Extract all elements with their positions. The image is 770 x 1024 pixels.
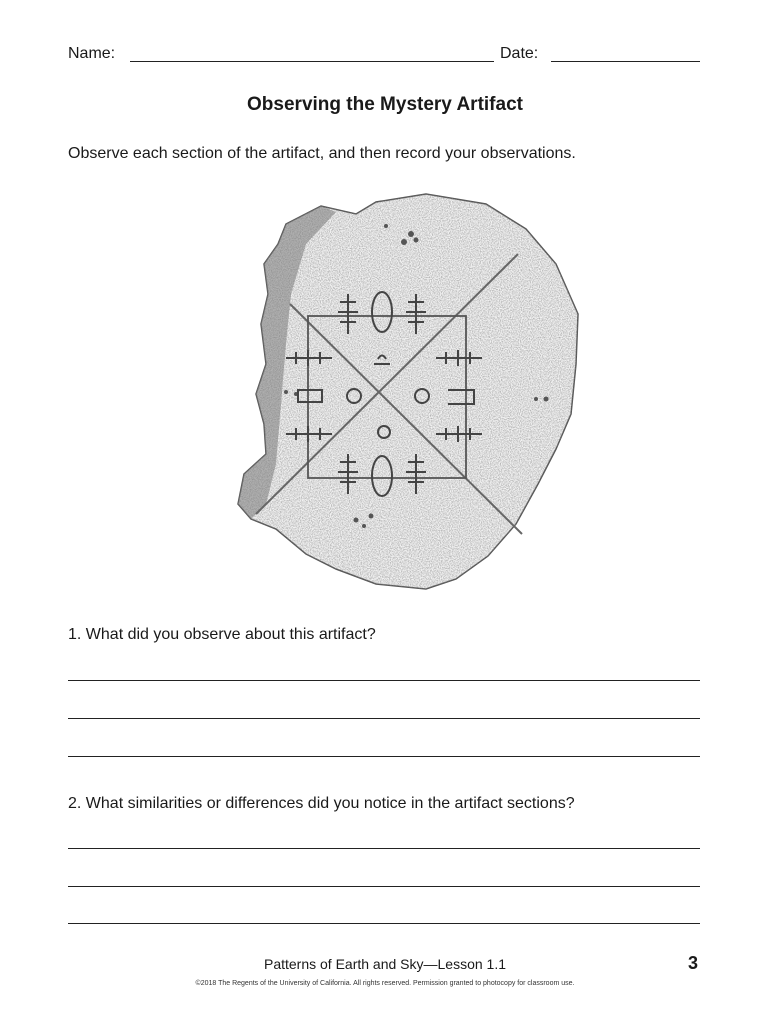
answer-line[interactable]	[68, 718, 700, 719]
answer-line[interactable]	[68, 756, 700, 757]
question-2: 2. What similarities or differences did you notice in the artifact sections?	[68, 795, 575, 812]
date-field[interactable]	[551, 61, 700, 62]
page-number: 3	[688, 953, 699, 973]
question-1: 1. What did you observe about this artifact?	[68, 626, 376, 643]
answer-line[interactable]	[68, 848, 700, 849]
answer-line[interactable]	[68, 680, 700, 681]
name-field[interactable]	[130, 61, 494, 62]
answer-line[interactable]	[68, 886, 700, 887]
date-label: Date:	[500, 45, 539, 62]
copyright-notice: ©2018 The Regents of the University of California. All rights reserved. Permission granted to photocopy for classroom use.	[195, 980, 575, 987]
mystery-artifact-image	[226, 184, 586, 604]
answer-line[interactable]	[68, 923, 700, 924]
footer-title: Patterns of Earth and Sky—Lesson 1.1	[263, 956, 507, 972]
instructions-text: Observe each section of the artifact, and then record your observations.	[68, 145, 576, 162]
name-label: Name:	[68, 45, 116, 62]
page-title: Observing the Mystery Artifact	[247, 94, 523, 115]
